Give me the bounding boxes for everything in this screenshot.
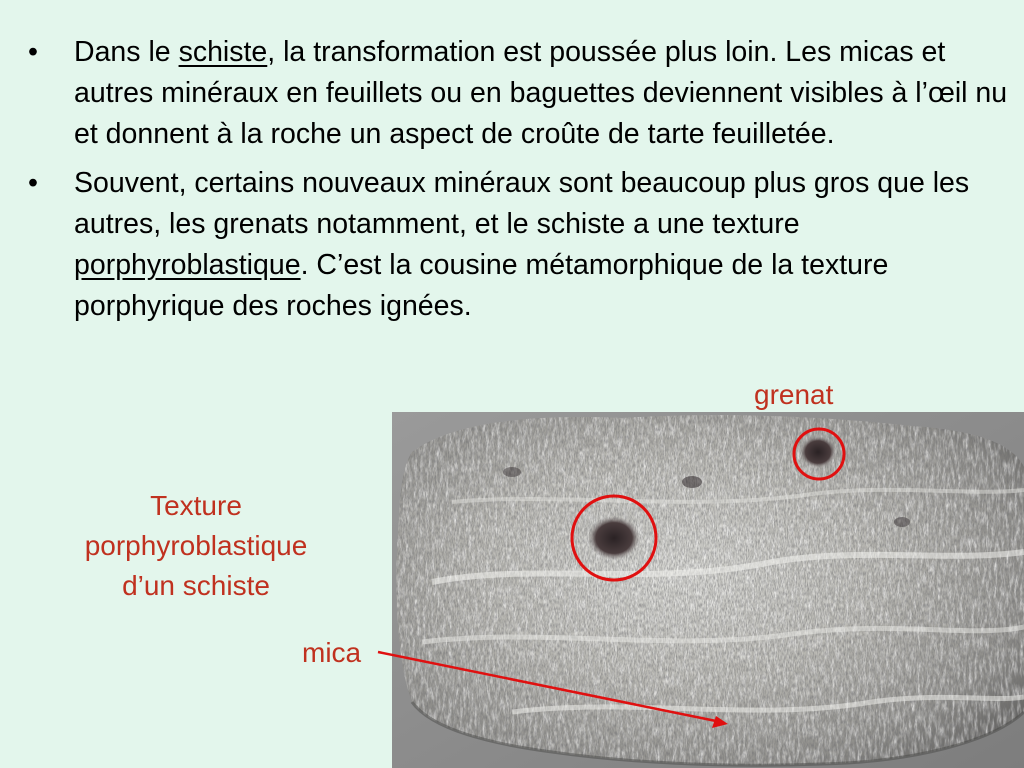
term-porphyroblastique: porphyroblastique (74, 249, 301, 281)
bullet-text-end: , la transformation est poussée plus loin. Les micas et autres minéraux en feuillets ou en baguettes deviennent visibles à l’œil nu et donnent à la roche un aspect de croûte de tarte feuilletée. (74, 36, 1008, 150)
bullet-list (28, 32, 1008, 335)
bullet-marker: • (28, 36, 38, 68)
label-mica: mica (302, 637, 362, 668)
bullet-item-porphyroblastique (28, 163, 1008, 327)
bullet-item-schiste (28, 32, 1008, 155)
bullet-text-start: Souvent, certains nouveaux minéraux sont beaucoup plus gros que les autres, les grenats notamment, et le schiste a une texture (74, 167, 970, 240)
bullet-marker: • (28, 167, 38, 199)
caption-line: d’un schiste (122, 570, 270, 601)
bullet-text-end: . C’est la cousine métamorphique de la texture porphyrique des roches ignées. (74, 249, 889, 322)
caption-line: porphyroblastique (84, 530, 308, 561)
schist-rock-image (392, 412, 1024, 768)
term-schiste: schiste (178, 36, 268, 68)
schist-rock-photo (392, 412, 1024, 768)
caption-line: Texture (150, 490, 242, 521)
figure-caption (40, 486, 352, 606)
label-grenat: grenat (754, 379, 834, 410)
bullet-text-start: Dans le (74, 36, 179, 68)
